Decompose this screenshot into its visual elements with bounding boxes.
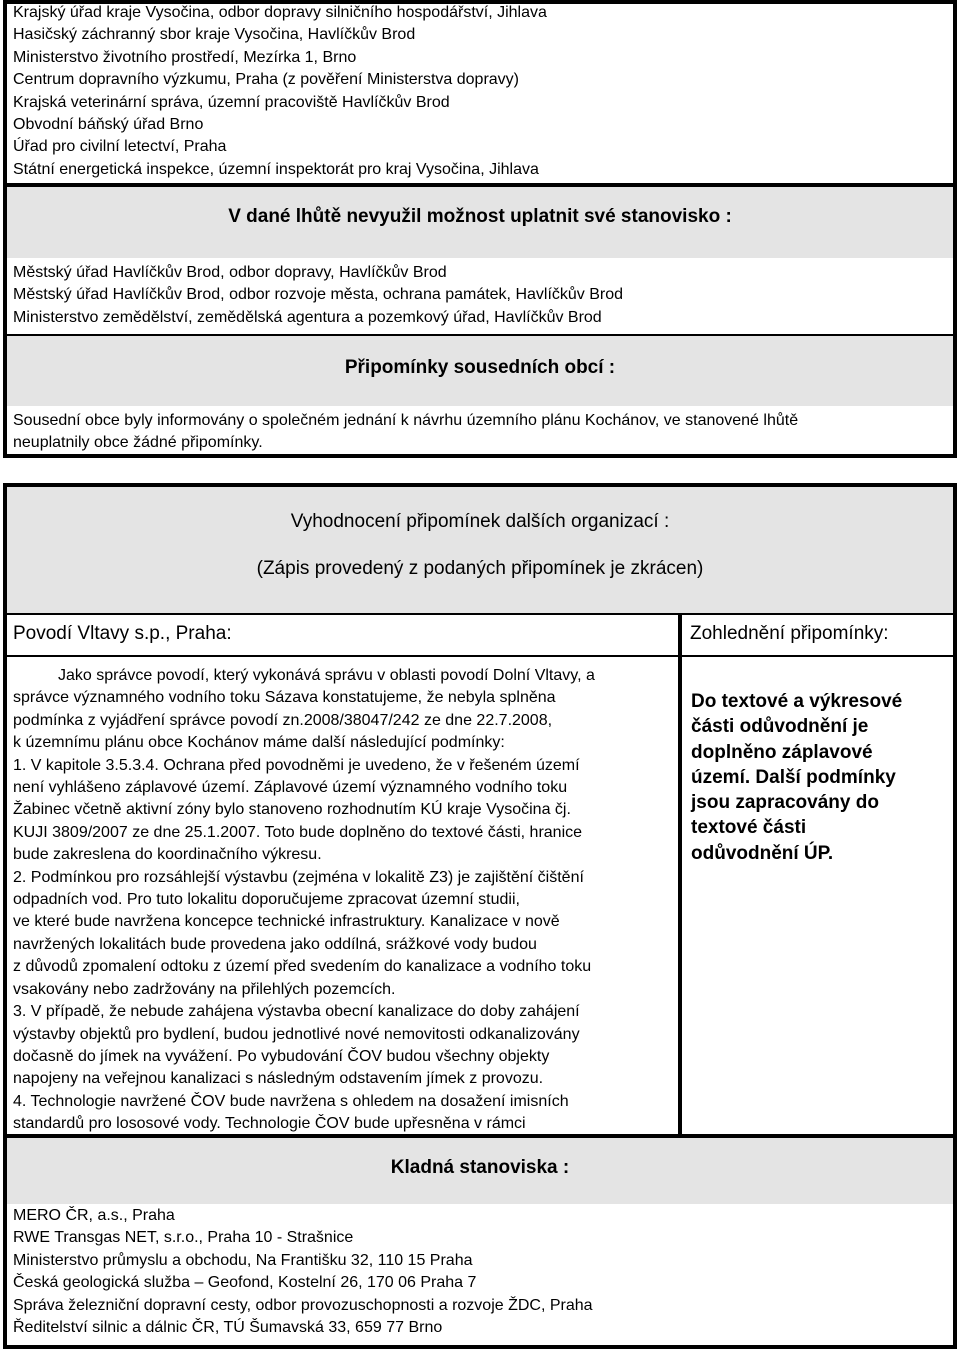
section-heading: V dané lhůtě nevyužil možnost uplatnit své stanovisko : — [228, 206, 732, 227]
text-line: textové části — [691, 817, 807, 839]
comment-response — [691, 689, 951, 866]
section-heading: Kladná stanoviska : — [390, 1157, 570, 1178]
text-line: Sousední obce byly informovány o společném jednání k návrhu územního plánu Kochánov, ve stanovené lhůtě — [13, 412, 799, 429]
text-line: výstavby objektů pro bydlení, budou jednotlivé nové nemovitosti odkanalizovány — [13, 1025, 580, 1043]
list-item: Ministerstvo životního prostředí, Mezírka 1, Brno — [13, 48, 357, 66]
text-line: bude zakreslena do koordinačního výkresu. — [13, 846, 322, 864]
text-line: z důvodů zpomalení odtoku z území před svedením do kanalizace a vodního toku — [13, 958, 592, 976]
text-line: vsakovány nebo zadržovány na přilehlých pozemcích. — [13, 980, 396, 998]
text-line: napojeny na veřejnou kanalizaci s následným odstavením jímek z provozu. — [13, 1070, 544, 1088]
section-heading: Připomínky sousedních obcí : — [344, 357, 616, 378]
comment-body — [13, 665, 673, 1158]
text-line: 2. Podmínkou pro rozsáhlejší výstavbu (zejména v lokalitě Z3) je zajištění čištění — [13, 868, 584, 886]
list-item: Krajský úřad kraje Vysočina, odbor dopravy silničního hospodářství, Jihlava — [13, 4, 547, 21]
text-line: odůvodnění ÚP. — [691, 842, 834, 864]
list-item: Hasičský záchranný sbor kraje Vysočina, Havlíčkův Brod — [13, 26, 416, 44]
text-line: neuplatnily obce žádné připomínky. — [13, 434, 263, 452]
text-line: 3. V případě, že nebude zahájena výstavba obecní kanalizace do doby zahájení — [13, 1003, 580, 1021]
text-line: dočasně do jímek na vyvážení. Po vybudování ČOV budou všechny objekty — [13, 1047, 550, 1065]
positive-opinions-list — [13, 1205, 943, 1339]
text-line: doplněno záplavové — [691, 741, 873, 763]
list-item: Ministerstvo zemědělství, zemědělská agentura a pozemkový úřad, Havlíčkův Brod — [13, 308, 602, 326]
list-item: Ředitelství silnic a dálnic ČR, TÚ Šumavská 33, 659 77 Brno — [13, 1319, 443, 1337]
text-line: není vyhlášeno záplavové území. Záplavové území významného vodního toku — [13, 779, 568, 797]
list-item: Česká geologická služba – Geofond, Kostelní 26, 170 06 Praha 7 — [13, 1274, 477, 1292]
list-item: Státní energetická inspekce, územní inspektorát pro kraj Vysočina, Jihlava — [13, 160, 539, 178]
section-heading-band — [7, 487, 953, 613]
text-line: odpadních vod. Pro tuto lokalitu doporučujeme zpracovat územní studii, — [13, 891, 520, 909]
text-line: navržených lokalitách bude provedena jako oddílná, srážkové vody budou — [13, 935, 537, 953]
list-item: Krajská veterinární správa, územní pracoviště Havlíčkův Brod — [13, 93, 450, 111]
text-line: Do textové a výkresové — [691, 691, 903, 712]
list-item: RWE Transgas NET, s.r.o., Praha 10 - Strašnice — [13, 1229, 354, 1247]
column-divider — [678, 613, 682, 1136]
list-item: Centrum dopravního výzkumu, Praha (z pověření Ministerstva dopravy) — [13, 71, 519, 89]
text-line: k územnímu plánu obce Kochánov máme další následující podmínky: — [13, 734, 505, 752]
list-item: MERO ČR, a.s., Praha — [13, 1207, 175, 1224]
list-item: Úřad pro civilní letectví, Praha — [13, 138, 227, 156]
list-item: Obvodní báňský úřad Brno — [13, 116, 204, 134]
text-line: Jako správce povodí, který vykonává správu v oblasti povodí Dolní Vltavy, a — [58, 667, 595, 684]
text-line: 4. Technologie navržené ČOV bude navržena s ohledem na dosažení imisních — [13, 1092, 569, 1110]
text-line: standardů pro lososové vody. Technologie ČOV bude upřesněna v rámci — [13, 1115, 526, 1133]
text-line: ve které bude navržena koncepce technické infrastruktury. Kanalizace v nově — [13, 913, 560, 931]
text-line: jsou zapracovány do — [691, 792, 879, 814]
section-heading: Vyhodnocení připomínek dalších organizací : — [290, 511, 670, 532]
text-line: správce významného vodního toku Sázava konstatujeme, že nebyla splněna — [13, 689, 556, 707]
no-opinion-list — [13, 262, 943, 329]
list-item: Městský úřad Havlíčkův Brod, odbor dopravy, Havlíčkův Brod — [13, 264, 447, 281]
text-line: Žabinec včetně aktivní zóny bylo stanoveno rozhodnutím KÚ kraje Vysočina čj. — [13, 801, 571, 819]
list-item: Správa železniční dopravní cesty, odbor provozuschopnosti a rozvoje ŽDC, Praha — [13, 1296, 593, 1314]
text-line: části odůvodnění je — [691, 716, 869, 738]
text-line: území. Další podmínky — [691, 766, 896, 788]
org-title: Povodí Vltavy s.p., Praha: — [13, 623, 232, 644]
consulted-authorities-list — [13, 2, 943, 181]
list-item: Ministerstvo průmyslu a obchodu, Na Františku 32, 110 15 Praha — [13, 1251, 473, 1269]
list-item: Městský úřad Havlíčkův Brod, odbor rozvoje města, ochrana památek, Havlíčkův Brod — [13, 286, 624, 304]
section-subheading: (Zápis provedený z podaných připomínek je zkrácen) — [256, 558, 704, 579]
text-line: KUJI 3809/2007 ze dne 25.1.2007. Toto bude doplněno do textové části, hranice — [13, 823, 583, 841]
text-line: podmínka z vyjádření správce povodí zn.2008/38047/242 ze dne 22.7.2008, — [13, 711, 553, 729]
neighbour-comments-text — [13, 410, 943, 455]
response-title: Zohlednění připomínky: — [690, 623, 889, 644]
text-line: 1. V kapitole 3.5.3.4. Ochrana před povodněmi je uvedeno, že v řešeném území — [13, 756, 580, 774]
